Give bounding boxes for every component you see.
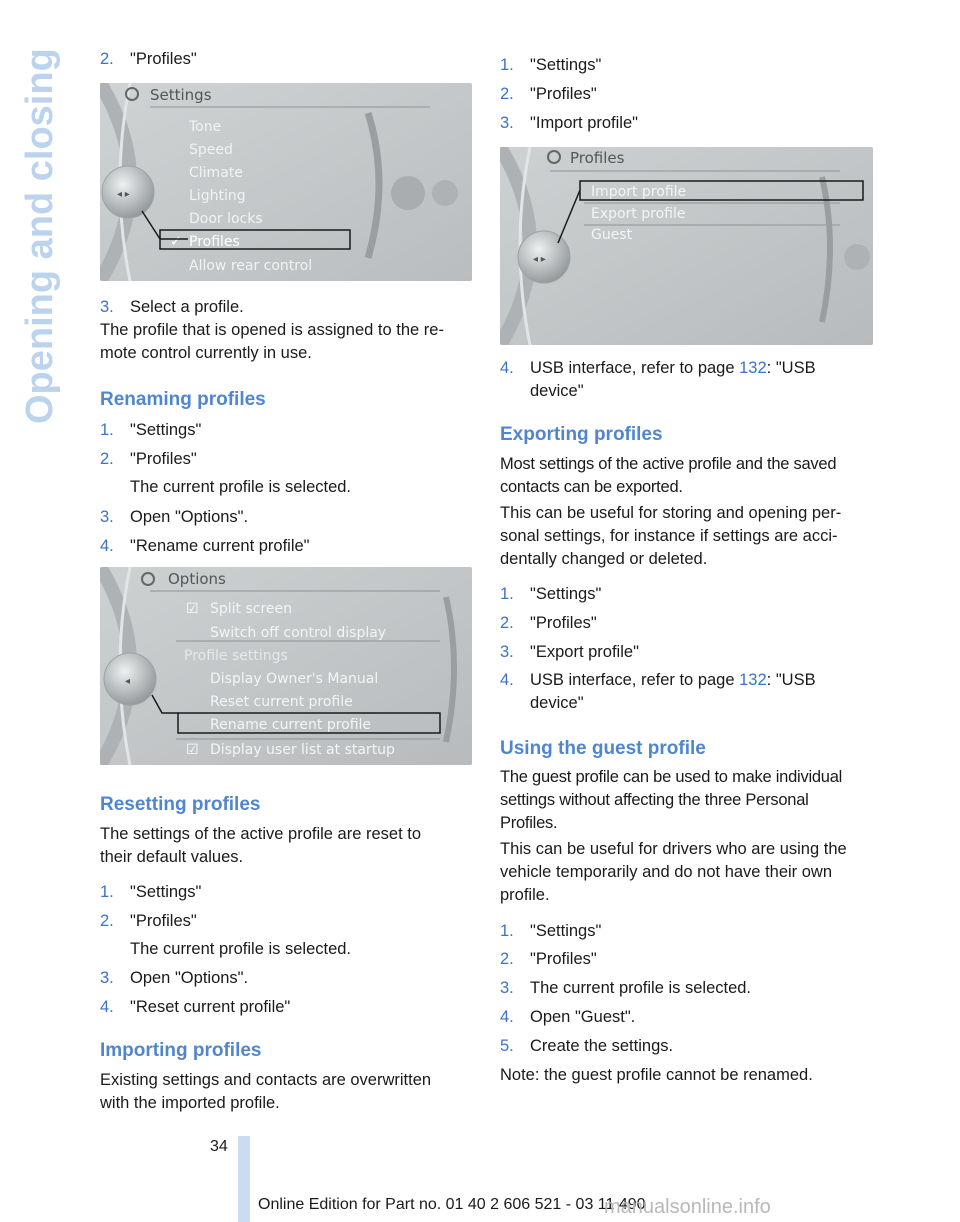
list-item: 2. "Profiles" [500, 950, 597, 968]
para-guest-1: The guest profile can be used to make individual settings without affecting the three Personal Profiles. [500, 768, 843, 832]
list-item: The current profile is selected. [130, 940, 352, 958]
menu-item: Profile settings [184, 648, 288, 664]
para-resetting: The settings of the active profile are reset to their default values. [100, 825, 422, 866]
list-item: 3. Open "Options". [100, 969, 249, 987]
para-exporting-2: This can be useful for storing and opening per- sonal settings, for instance if settings are acci- dentally changed or deleted. [500, 504, 842, 568]
screen-title: Options [168, 570, 226, 588]
list-item-cont: device" [530, 694, 584, 712]
options-screen [100, 567, 472, 765]
heading-resetting: Resetting profiles [100, 794, 261, 815]
menu-item: Switch off control display [210, 625, 387, 641]
menu-item: Guest [591, 227, 633, 243]
para-guest-2: This can be useful for drivers who are using the vehicle temporarily and do not have their own profile. [500, 840, 847, 904]
import-step-4: 4. USB interface, refer to page 132: "USB [500, 359, 816, 377]
side-title [8, 44, 68, 424]
menu-item: Export profile [591, 206, 686, 222]
list-item: 4. Open "Guest". [500, 1008, 636, 1026]
menu-item: Split screen [210, 601, 293, 617]
menu-item: Rename current profile [210, 717, 372, 733]
svg-text:◂ ▸: ◂ ▸ [117, 189, 130, 200]
list-item: 1. "Settings" [500, 922, 602, 940]
para-importing: Existing settings and contacts are overwritten with the imported profile. [100, 1071, 432, 1112]
footer-bar [238, 1136, 250, 1222]
list-item: 3. Open "Options". [100, 508, 249, 526]
list-item: 3. "Import profile" [500, 114, 638, 132]
checkbox-icon: ☑ [186, 601, 199, 617]
guest-note: Note: the guest profile cannot be renamed. [500, 1066, 813, 1084]
menu-item: Display Owner's Manual [210, 671, 379, 687]
page-link[interactable]: 132 [739, 671, 767, 689]
list-item: 1. "Settings" [500, 56, 602, 74]
list-item: 1. "Settings" [100, 421, 202, 439]
check-icon: ✓ [170, 234, 182, 250]
checkbox-icon: ☑ [186, 742, 199, 758]
list-item: 2. "Profiles" [100, 912, 197, 930]
list-item: 1. "Settings" [100, 883, 202, 901]
menu-item: Door locks [189, 211, 263, 227]
menu-item: Climate [189, 165, 243, 181]
settings-screen [100, 83, 472, 281]
menu-item: Import profile [591, 184, 687, 200]
list-item: 2. "Profiles" [500, 614, 597, 632]
menu-item: Tone [189, 119, 222, 135]
step-select: 3. Select a profile. [100, 298, 244, 316]
menu-item: Reset current profile [210, 694, 353, 710]
screen-title: Profiles [570, 149, 625, 167]
list-item: 4. "Reset current profile" [100, 998, 291, 1016]
para-exporting-1: Most settings of the active profile and the saved contacts can be exported. [500, 455, 837, 496]
import-step-4-cont: device" [530, 382, 584, 400]
heading-importing: Importing profiles [100, 1040, 262, 1061]
list-item: 3. "Export profile" [500, 643, 639, 661]
menu-item: Display user list at startup [210, 742, 395, 758]
list-item: 2. "Profiles" [500, 85, 597, 103]
watermark: manualsonline.info [604, 1196, 771, 1218]
heading-renaming: Renaming profiles [100, 389, 266, 410]
page-link[interactable]: 132 [739, 359, 767, 377]
svg-text:◂: ◂ [125, 676, 131, 687]
heading-guest: Using the guest profile [500, 738, 706, 759]
list-item: 2. "Profiles" [100, 450, 197, 468]
menu-item: Speed [189, 142, 233, 158]
para-assigned: The profile that is opened is assigned to the re- mote control currently in use. [100, 321, 444, 362]
step-profiles: 2. "Profiles" [100, 50, 197, 68]
list-item: 5. Create the settings. [500, 1037, 674, 1055]
profiles-screen [500, 147, 873, 345]
list-item: 3. The current profile is selected. [500, 979, 752, 997]
screen-title: Settings [150, 86, 212, 104]
list-item: 4. "Rename current profile" [100, 537, 310, 555]
list-item: 4. USB interface, refer to page 132: "USB [500, 671, 816, 689]
list-item: 1. "Settings" [500, 585, 602, 603]
menu-item: Lighting [189, 188, 246, 204]
edition-text: Online Edition for Part no. 01 40 2 606 521 - 03 11 490 [258, 1196, 646, 1213]
side-title-text: Opening and closing [19, 48, 61, 424]
page-number: 34 [210, 1138, 228, 1155]
svg-text:◂ ▸: ◂ ▸ [533, 254, 546, 265]
menu-item: Profiles [189, 234, 240, 250]
heading-exporting: Exporting profiles [500, 424, 663, 445]
menu-item: Allow rear control [189, 258, 313, 274]
list-item: The current profile is selected. [130, 478, 352, 496]
